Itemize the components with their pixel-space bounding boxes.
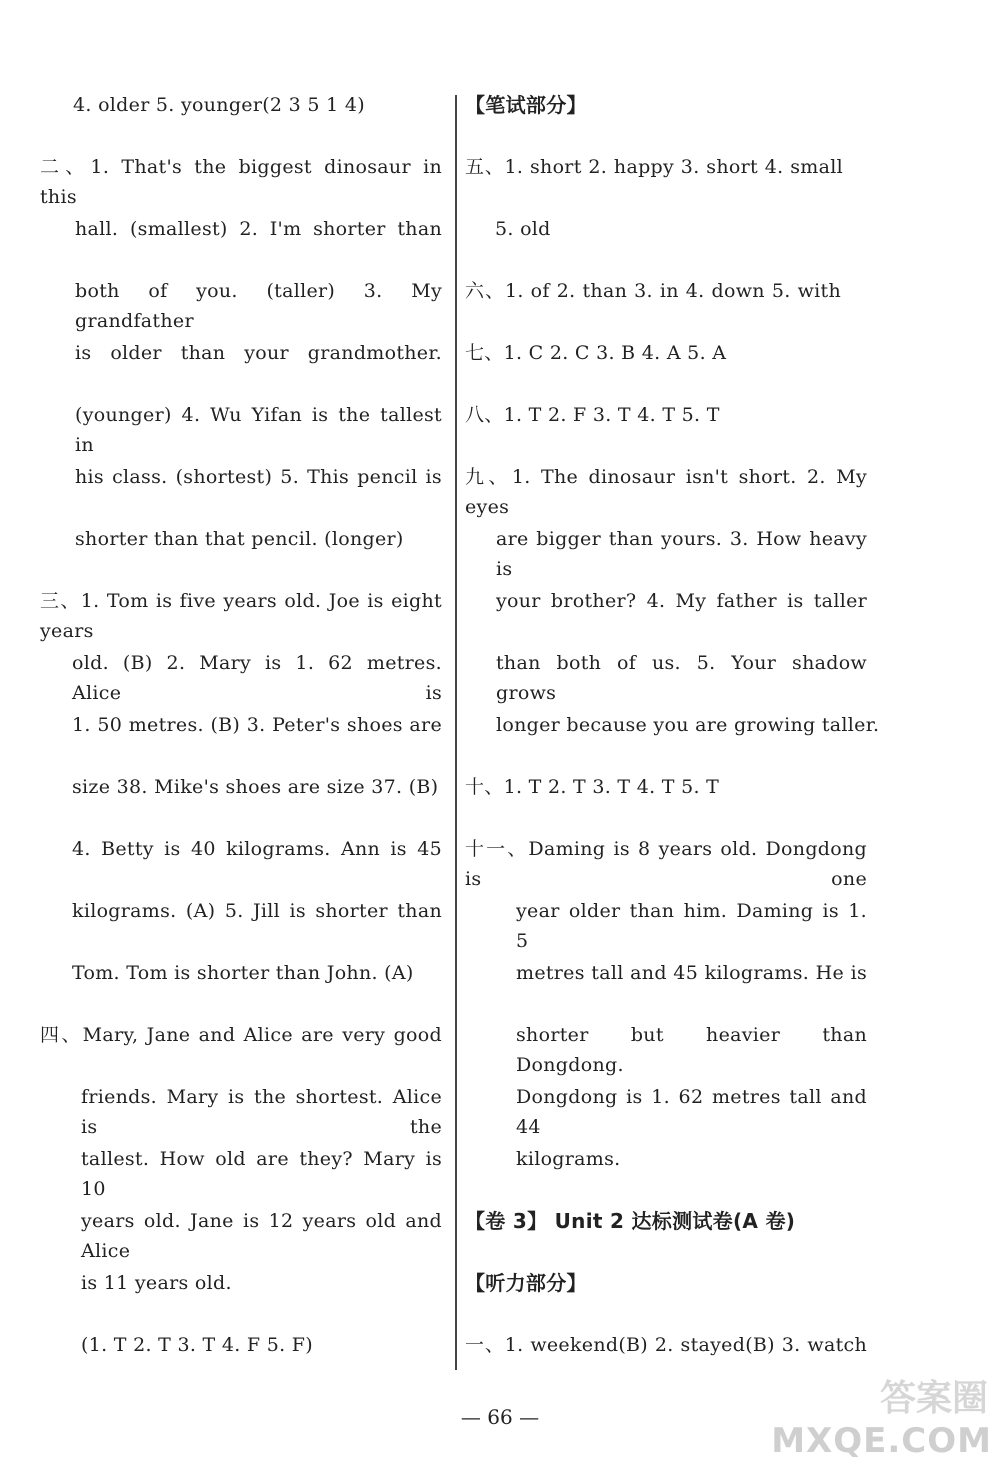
section-heading: 【听力部分】 [465,1271,587,1295]
answer-line: shorter but heavier than Dongdong. [516,1024,867,1076]
watermark-logo: 答案圈 [879,1378,988,1419]
answer-line: 五、1. short 2. happy 3. short 4. small [465,156,843,178]
answer-line: 4. older 5. younger(2 3 5 1 4) [73,94,365,116]
answer-line: 5. old [495,218,551,240]
answer-line: Dongdong is 1. 62 metres tall and 44 [516,1086,867,1138]
answer-line: longer because you are growing taller. [496,714,880,736]
answer-line: your brother? 4. My father is taller [496,590,867,612]
answer-line: 十、1. T 2. T 3. T 4. T 5. T [465,776,720,798]
answer-line: metres tall and 45 kilograms. He is [516,962,867,984]
answer-line: year older than him. Daming is 1. 5 [516,900,867,952]
answer-line: 九、1. The dinosaur isn't short. 2. My eyes [465,466,867,518]
answer-line: than both of us. 5. Your shadow grows [496,652,867,704]
answer-line: 二、1. That's the biggest dinosaur in this [40,156,442,208]
answer-line: years old. Jane is 12 years old and Alice [81,1210,442,1262]
answer-line: is older than your grandmother. [75,342,442,364]
answer-line: are bigger than yours. 3. How heavy is [496,528,867,580]
section-heading: 【笔试部分】 [465,93,587,117]
answer-line: shorter than that pencil. (longer) [75,528,404,550]
answer-line: is 11 years old. [81,1272,232,1294]
answer-line: his class. (shortest) 5. This pencil is [75,466,442,488]
answer-line: (younger) 4. Wu Yifan is the tallest in [75,404,442,456]
answer-line: kilograms. [516,1148,621,1170]
answer-line: 一、1. weekend(B) 2. stayed(B) 3. watch [465,1334,867,1356]
column-divider [455,95,457,1370]
answer-line: Tom. Tom is shorter than John. (A) [72,962,414,984]
answer-line: kilograms. (A) 5. Jill is shorter than [72,900,442,922]
answer-line: 六、1. of 2. than 3. in 4. down 5. with [465,280,841,302]
answer-line: (1. T 2. T 3. T 4. F 5. F) [81,1334,314,1356]
answer-line: both of you. (taller) 3. My grandfather [75,280,442,332]
answer-line: 八、1. T 2. F 3. T 4. T 5. T [465,404,720,426]
unit-test-title: 【卷 3】 Unit 2 达标测试卷(A 卷) [465,1209,796,1233]
answer-line: 四、Mary, Jane and Alice are very good [40,1024,442,1046]
page-number: — 66 — [460,1405,540,1429]
answer-line: hall. (smallest) 2. I'm shorter than [75,218,442,240]
answer-line: old. (B) 2. Mary is 1. 62 metres. Alice is [72,652,442,704]
answer-line: friends. Mary is the shortest. Alice is the [81,1086,442,1138]
answer-line: tallest. How old are they? Mary is 10 [81,1148,442,1200]
watermark-url: MXQE.COM [771,1421,992,1461]
answer-line: 三、1. Tom is five years old. Joe is eight years [40,590,442,642]
answer-line: 十一、Daming is 8 years old. Dongdong is one [465,838,867,890]
answer-line: size 38. Mike's shoes are size 37. (B) [72,776,439,798]
answer-line: 七、1. C 2. C 3. B 4. A 5. A [465,342,727,364]
answer-line: 4. Betty is 40 kilograms. Ann is 45 [72,838,442,860]
answer-line: 1. 50 metres. (B) 3. Peter's shoes are [72,714,442,736]
